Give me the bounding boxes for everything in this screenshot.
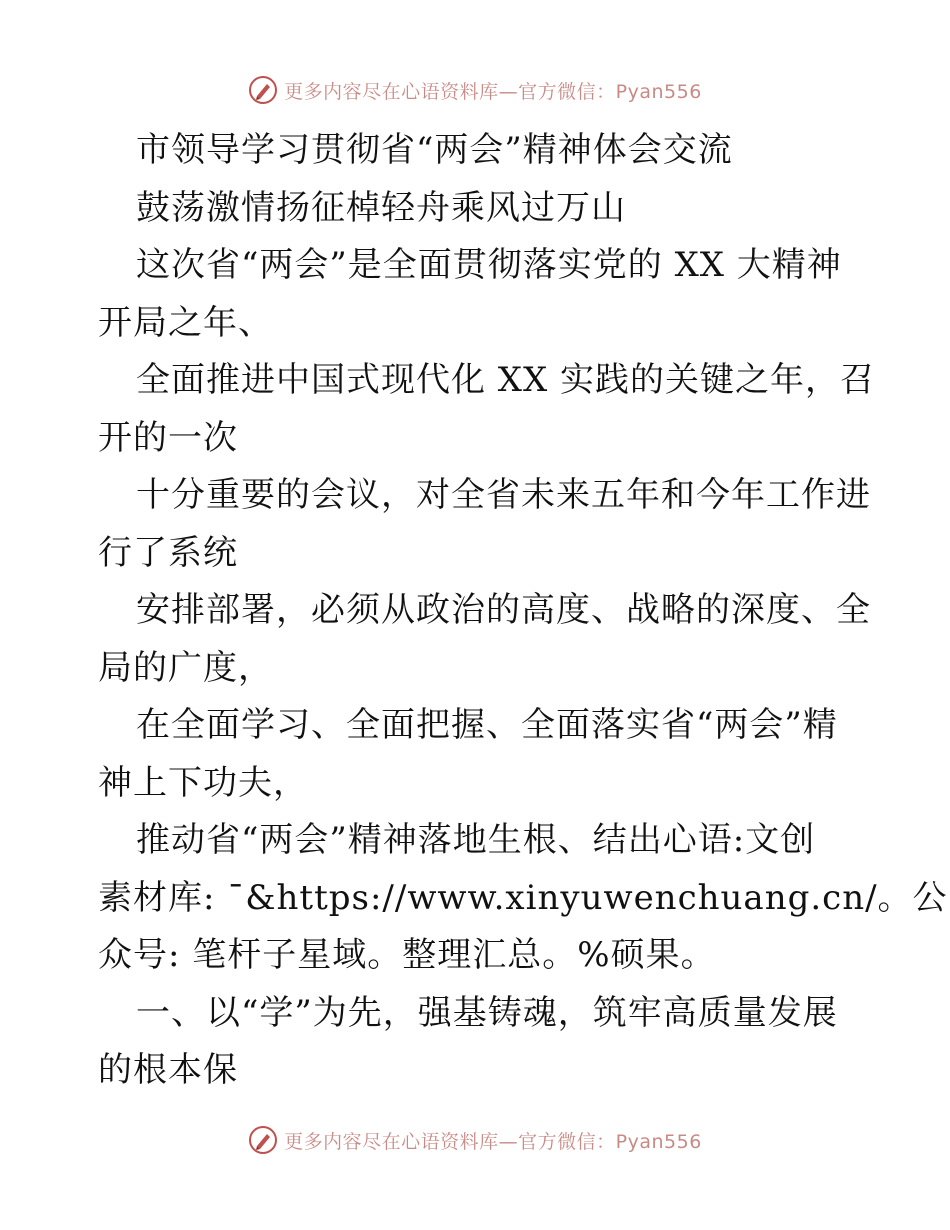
document-subtitle: 鼓荡激情扬征棹轻舟乘风过万山 <box>136 187 626 228</box>
paragraph-line: 众号: 笔杆子星域。整理汇总。%硕果。 <box>98 935 716 975</box>
paragraph-line: 全面推进中国式现代化 XX 实践的关键之年，召 <box>136 360 876 400</box>
footer-watermark <box>0 1122 950 1158</box>
document-title: 市领导学习贯彻省“两会”精神体会交流 <box>136 130 733 170</box>
pen-logo-icon <box>248 1125 278 1155</box>
paragraph-line: 推动省“两会”精神落地生根、结出心语:文创 <box>136 820 816 860</box>
paragraph-line: 行了系统 <box>98 532 238 573</box>
paragraph-line-url: 素材库: ¯&https://www.xinyuwenchuang.cn/。公 <box>98 877 948 918</box>
paragraph-line: 神上下功夫， <box>98 762 308 803</box>
document-body <box>98 122 948 1100</box>
paragraph-line: 局的广度， <box>98 647 273 688</box>
watermark-text: 更多内容尽在心语资料库—官方微信：Pyan556 <box>284 1130 702 1153</box>
paragraph-line: 这次省“两会”是全面贯彻落实党的 XX 大精神 <box>136 245 842 285</box>
header-watermark <box>0 72 950 108</box>
watermark-text: 更多内容尽在心语资料库—官方微信：Pyan556 <box>284 80 702 103</box>
section-heading: 一、以“学”为先，强基铸魂，筑牢高质量发展 <box>136 992 838 1033</box>
paragraph-line: 开局之年、 <box>98 302 273 343</box>
paragraph-line: 在全面学习、全面把握、全面落实省“两会”精 <box>136 705 838 745</box>
pen-logo-icon <box>248 75 278 105</box>
paragraph-line: 安排部署，必须从政治的高度、战略的深度、全 <box>136 590 871 630</box>
paragraph-line: 的根本保 <box>98 1050 238 1090</box>
paragraph-line: 开的一次 <box>98 417 238 458</box>
paragraph-line: 十分重要的会议，对全省未来五年和今年工作进 <box>136 475 871 515</box>
